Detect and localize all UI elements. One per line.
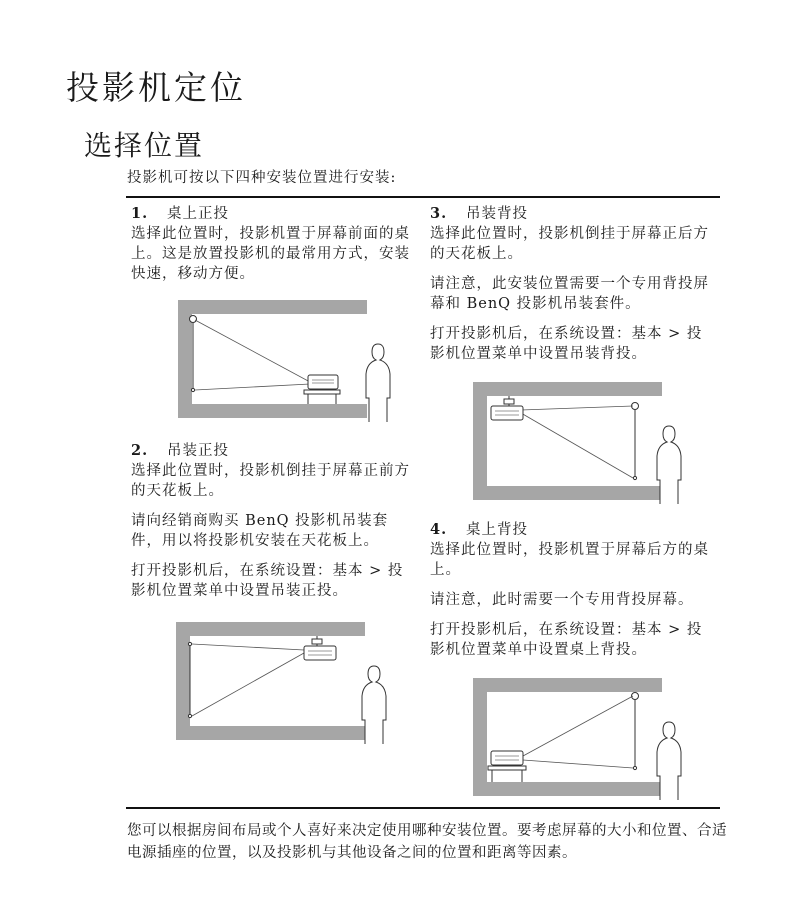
projector-icon (491, 751, 523, 765)
position-title: 桌上背投 (466, 522, 528, 538)
projector-icon (491, 396, 523, 420)
diagram-desk-front (178, 298, 392, 422)
room-wall (176, 622, 365, 740)
section-title: 选择位置 (84, 129, 205, 162)
position-1-desc: 选择此位置时，投影机置于屏幕前面的桌上。这是放置投影机的最常用方式，安装快速，移动方便。 (131, 226, 410, 282)
position-2-desc-3: 打开投影机后，在系统设置：基本 > 投影机位置菜单中设置吊装正投。 (131, 563, 404, 599)
diagram-desk-rear (473, 676, 687, 800)
position-4-desc-1: 选择此位置时，投影机置于屏幕后方的桌上。 (430, 542, 709, 578)
position-4-text (430, 520, 715, 670)
page-title: 投影机定位 (66, 68, 246, 107)
position-3-heading (430, 204, 715, 224)
position-number: 4. (430, 521, 448, 538)
top-divider (126, 196, 720, 198)
position-number: 3. (430, 205, 448, 222)
position-1-text (131, 204, 416, 294)
bottom-divider (126, 807, 720, 809)
diagram-ceiling-rear (473, 380, 687, 504)
position-4-desc-3: 打开投影机后，在系统设置：基本 > 投影机位置菜单中设置桌上背投。 (430, 622, 703, 658)
position-3-desc-2: 请注意，此安装位置需要一个专用背投屏幕和 BenQ 投影机吊装套件。 (430, 276, 709, 312)
table-icon (304, 390, 340, 404)
person-icon (657, 722, 681, 800)
diagram-ceiling-front (176, 620, 390, 744)
position-3-desc-3: 打开投影机后，在系统设置：基本 > 投影机位置菜单中设置吊装背投。 (430, 326, 703, 362)
position-3-desc-1: 选择此位置时，投影机倒挂于屏幕正后方的天花板上。 (430, 226, 709, 262)
position-2-desc-1: 选择此位置时，投影机倒挂于屏幕正前方的天花板上。 (131, 463, 410, 499)
intro-text: 投影机可按以下四种安装位置进行安装: (127, 170, 397, 186)
table-icon (488, 766, 526, 782)
position-2-desc-2: 请向经销商购买 BenQ 投影机吊装套件，用以将投影机安装在天花板上。 (131, 513, 389, 549)
projector-icon (308, 375, 338, 389)
room-wall (178, 300, 367, 418)
position-1-heading (131, 204, 416, 224)
person-icon (366, 344, 390, 422)
position-title: 吊装背投 (466, 206, 528, 222)
position-title: 桌上正投 (167, 206, 229, 222)
person-icon (657, 426, 681, 504)
projector-icon (304, 636, 336, 660)
position-title: 吊装正投 (167, 443, 229, 459)
person-icon (362, 666, 386, 744)
position-2-heading (131, 441, 416, 461)
position-number: 2. (131, 442, 149, 459)
room-wall (473, 382, 662, 500)
position-number: 1. (131, 205, 149, 222)
position-4-heading (430, 520, 715, 540)
position-3-text (430, 204, 715, 374)
footer-note: 您可以根据房间布局或个人喜好来决定使用哪种安装位置。要考虑屏幕的大小和位置、合适电源插座的位置，以及投影机与其他设备之间的位置和距离等因素。 (127, 823, 727, 861)
position-2-text (131, 441, 416, 611)
position-4-desc-2: 请注意，此时需要一个专用背投屏幕。 (430, 592, 694, 608)
